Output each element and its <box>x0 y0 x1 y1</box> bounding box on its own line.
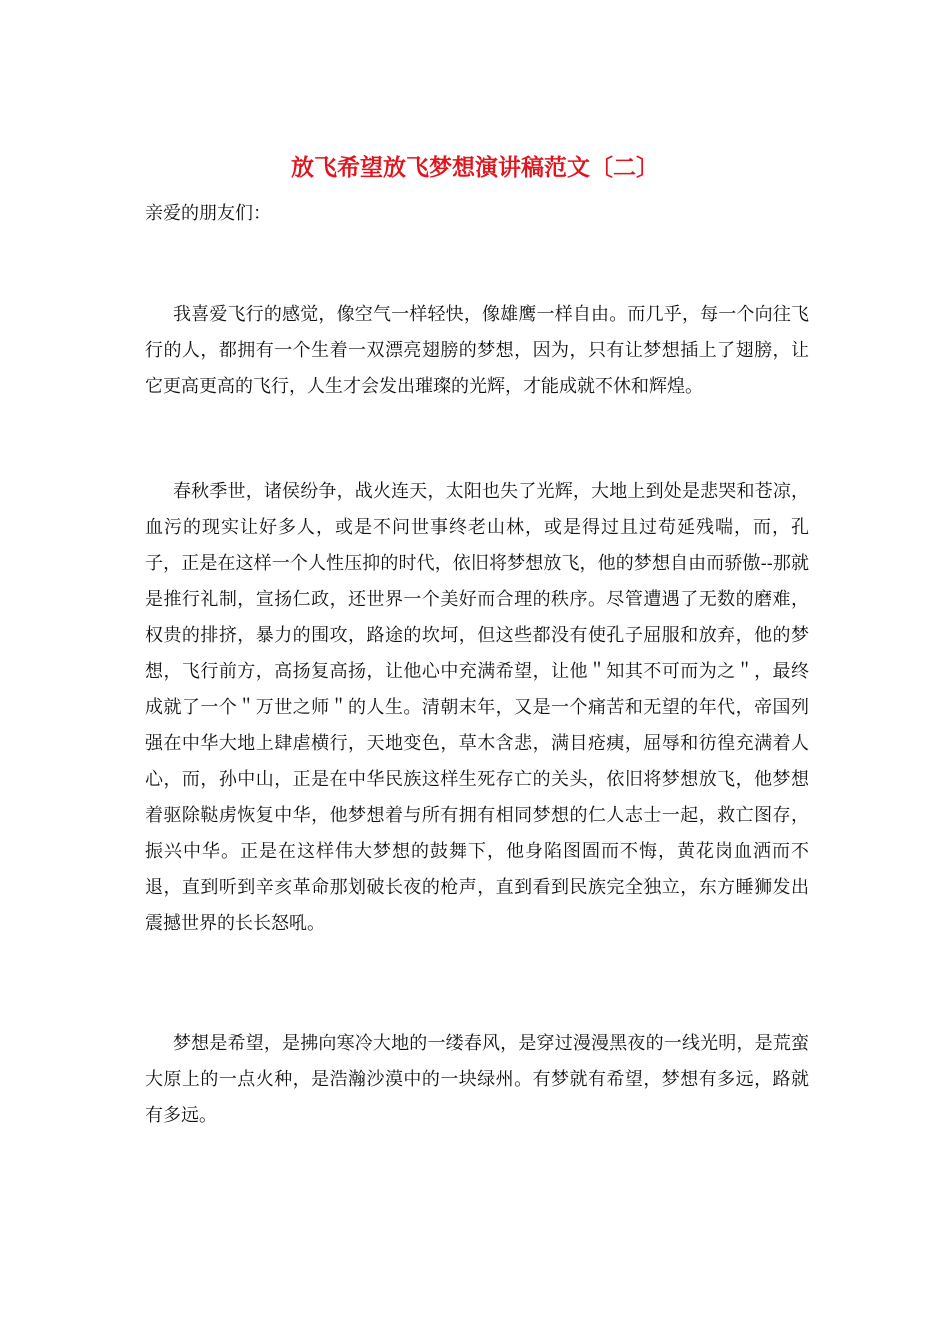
paragraph-2: 春秋季世，诸侯纷争，战火连天，太阳也失了光辉，大地上到处是悲哭和苍凉，血污的现实让好多人，或是不问世事终老山林，或是得过且过苟延残喘，而，孔子，正是在这样一个人性压抑的时代，依旧将梦想放飞，他的梦想自由而骄傲--那就是推行礼制，宣扬仁政，还世界一个美好而合理的秩序。尽管遭遇了无数的磨难，权贵的排挤，暴力的围攻，路途的坎坷，但这些都没有使孔子屈服和放弃，他的梦想，飞行前方，高扬复高扬，让他心中充满希望，让他＂知其不可而为之＂，最终成就了一个＂万世之师＂的人生。清朝末年，又是一个痛苦和无望的年代，帝国列强在中华大地上肆虐横行，天地变色，草木含悲，满目疮痍，屈辱和彷徨充满着人心，而，孙中山，正是在中华民族这样生死存亡的关头，依旧将梦想放飞，他梦想着驱除鞑虏恢复中华，他梦想着与所有拥有相同梦想的仁人志士一起，救亡图存，振兴中华。正是在这样伟大梦想的鼓舞下，他身陷图圄而不悔，黄花岗血洒而不退，直到听到辛亥革命那划破长夜的枪声，直到看到民族完全独立，东方睡狮发出震撼世界的长长怒吼。 <box>145 481 809 934</box>
salutation: 亲爱的朋友们： <box>145 203 271 224</box>
document-title: 放飞希望放飞梦想演讲稿范文〔二〕 <box>291 154 659 181</box>
paragraph-3: 梦想是希望，是拂向寒冷大地的一缕春风，是穿过漫漫黑夜的一线光明，是荒蛮大原上的一点火种，是浩瀚沙漠中的一块绿州。有梦就有希望，梦想有多远，路就有多远。 <box>145 1033 809 1126</box>
paragraph-1: 我喜爱飞行的感觉，像空气一样轻快，像雄鹰一样自由。而几乎，每一个向往飞行的人，都拥有一个生着一双漂亮翅膀的梦想，因为，只有让梦想插上了翅膀，让它更高更高的飞行，人生才会发出璀璨的光辉，才能成就不休和辉煌。 <box>145 304 809 397</box>
